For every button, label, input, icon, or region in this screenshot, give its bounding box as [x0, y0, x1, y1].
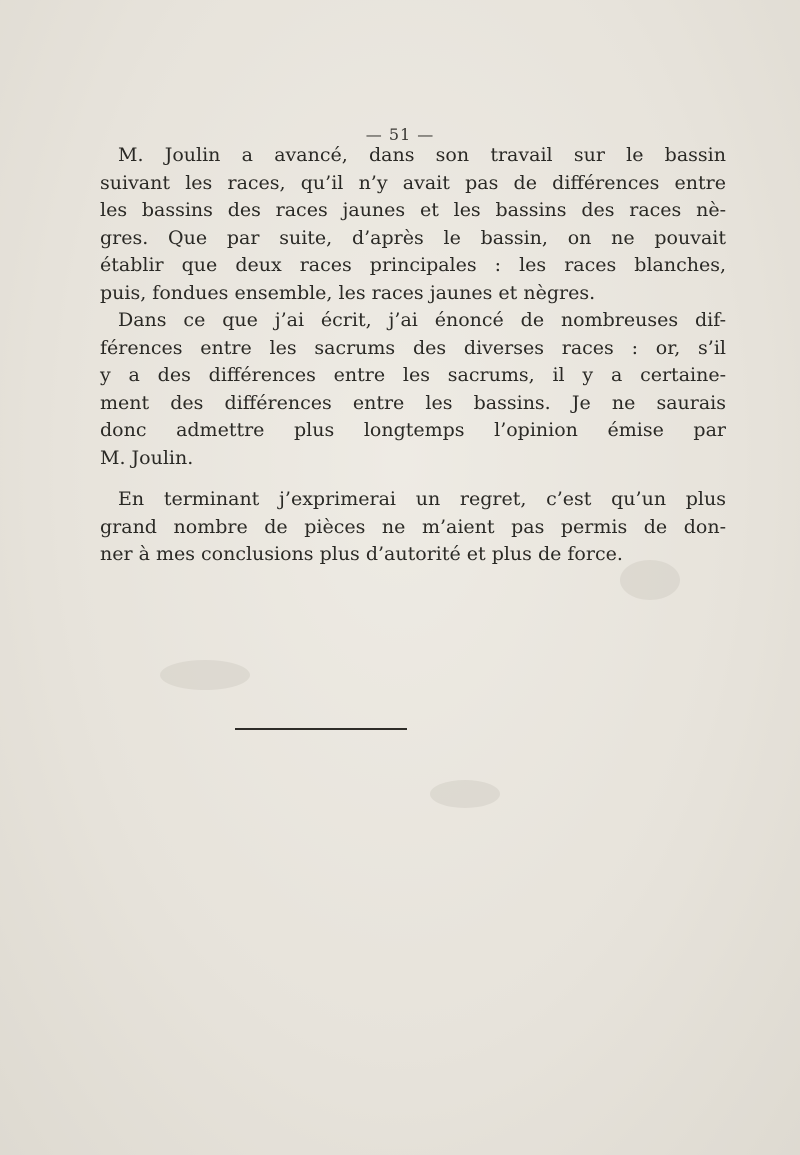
paragraph-2	[100, 486, 726, 569]
text-line: gres. Que par suite, d’après le bassin, on ne pouvait	[100, 226, 726, 249]
text-line: suivant les races, qu’il n’y avait pas de différences entre	[100, 171, 726, 194]
text-line: donc admettre plus longtemps l’opinion émise par	[100, 419, 726, 441]
text-line: établir que deux races principales : les races blanches,	[100, 254, 726, 276]
text-line: Dans ce que j’ai écrit, j’ai énoncé de nombreuses dif-	[118, 309, 726, 331]
body-text	[100, 142, 726, 569]
page-number: — 51 —	[365, 125, 435, 144]
text-line: puis, fondues ensemble, les races jaunes et nègres.	[100, 281, 596, 304]
text-line: férences entre les sacrums des diverses races : or, s’il	[100, 336, 726, 359]
paper-stain	[160, 660, 250, 690]
text-line: ment des différences entre les bassins. Je ne saurais	[100, 391, 726, 414]
text-line: ner à mes conclusions plus d’autorité et plus de force.	[100, 543, 623, 565]
text-line: y a des différences entre les sacrums, il y a certaine-	[100, 364, 726, 386]
paper-stain	[430, 780, 500, 808]
text-line: En terminant j’exprimerai un regret, c’est qu’un plus	[118, 488, 726, 510]
text-line: les bassins des races jaunes et les bassins des races nè-	[100, 199, 726, 221]
text-line: grand nombre de pièces ne m’aient pas permis de don-	[100, 515, 726, 538]
paragraph-1	[100, 142, 726, 472]
text-line: M. Joulin.	[100, 446, 194, 469]
section-end-rule	[235, 728, 407, 730]
text-line: M. Joulin a avancé, dans son travail sur le bassin	[118, 144, 726, 166]
